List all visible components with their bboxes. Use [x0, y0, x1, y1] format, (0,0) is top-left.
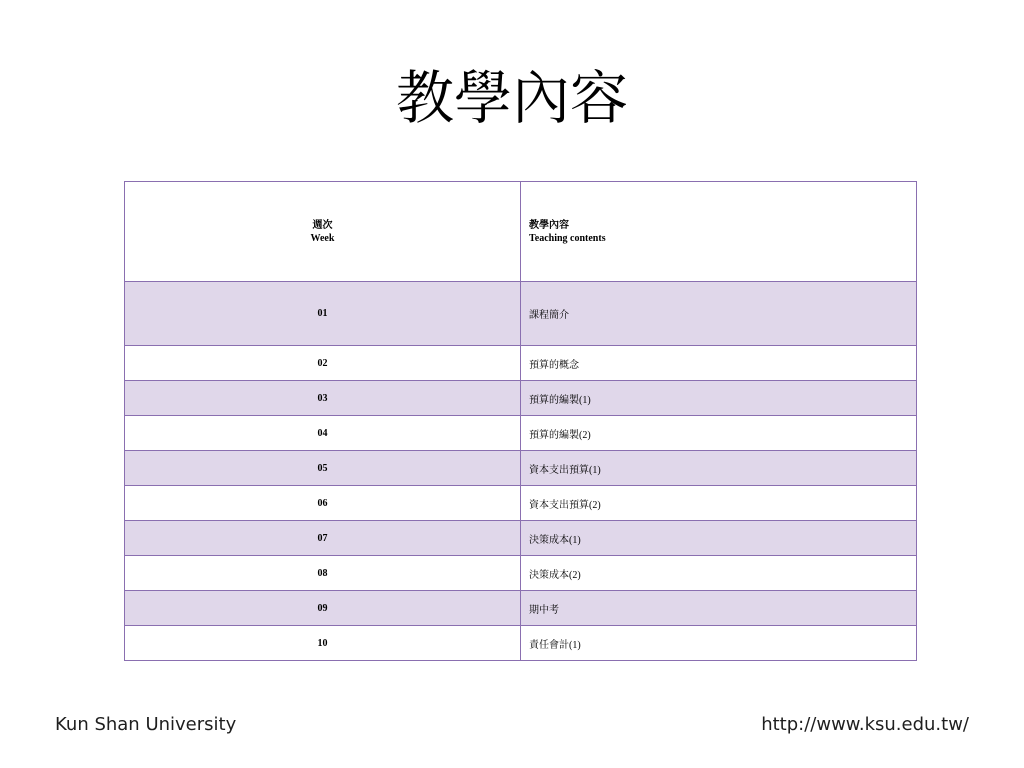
content-cell: 預算的編製(2) — [521, 416, 917, 451]
content-cell: 課程簡介 — [521, 282, 917, 346]
week-cell: 09 — [125, 591, 521, 626]
content-cell: 決策成本(1) — [521, 521, 917, 556]
footer-website-url: http://www.ksu.edu.tw/ — [761, 714, 969, 735]
table-header-row — [125, 182, 917, 282]
content-cell: 期中考 — [521, 591, 917, 626]
week-cell: 10 — [125, 626, 521, 661]
content-cell: 責任會計(1) — [521, 626, 917, 661]
header-content — [521, 182, 917, 282]
table-row — [125, 282, 917, 346]
week-cell: 02 — [125, 346, 521, 381]
table-row — [125, 486, 917, 521]
header-week-en: Week — [310, 232, 335, 244]
week-cell: 07 — [125, 521, 521, 556]
content-cell: 資本支出預算(1) — [521, 451, 917, 486]
teaching-schedule-table — [124, 181, 917, 661]
week-cell: 01 — [125, 282, 521, 346]
content-cell: 預算的編製(1) — [521, 381, 917, 416]
header-week-zh: 週次 — [312, 219, 333, 231]
content-cell: 決策成本(2) — [521, 556, 917, 591]
table-row — [125, 346, 917, 381]
slide-title: 教學內容 — [395, 64, 628, 132]
table-row — [125, 521, 917, 556]
table-row — [125, 451, 917, 486]
content-cell: 預算的概念 — [521, 346, 917, 381]
header-content-en: Teaching contents — [529, 232, 606, 244]
table-row — [125, 416, 917, 451]
footer-university-name: Kun Shan University — [55, 714, 237, 735]
week-cell: 08 — [125, 556, 521, 591]
header-week — [125, 182, 521, 282]
content-cell: 資本支出預算(2) — [521, 486, 917, 521]
table-row — [125, 626, 917, 661]
week-cell: 05 — [125, 451, 521, 486]
table-row — [125, 591, 917, 626]
header-content-zh: 教學內容 — [529, 219, 569, 231]
week-cell: 03 — [125, 381, 521, 416]
week-cell: 04 — [125, 416, 521, 451]
table-row — [125, 381, 917, 416]
table-row — [125, 556, 917, 591]
week-cell: 06 — [125, 486, 521, 521]
